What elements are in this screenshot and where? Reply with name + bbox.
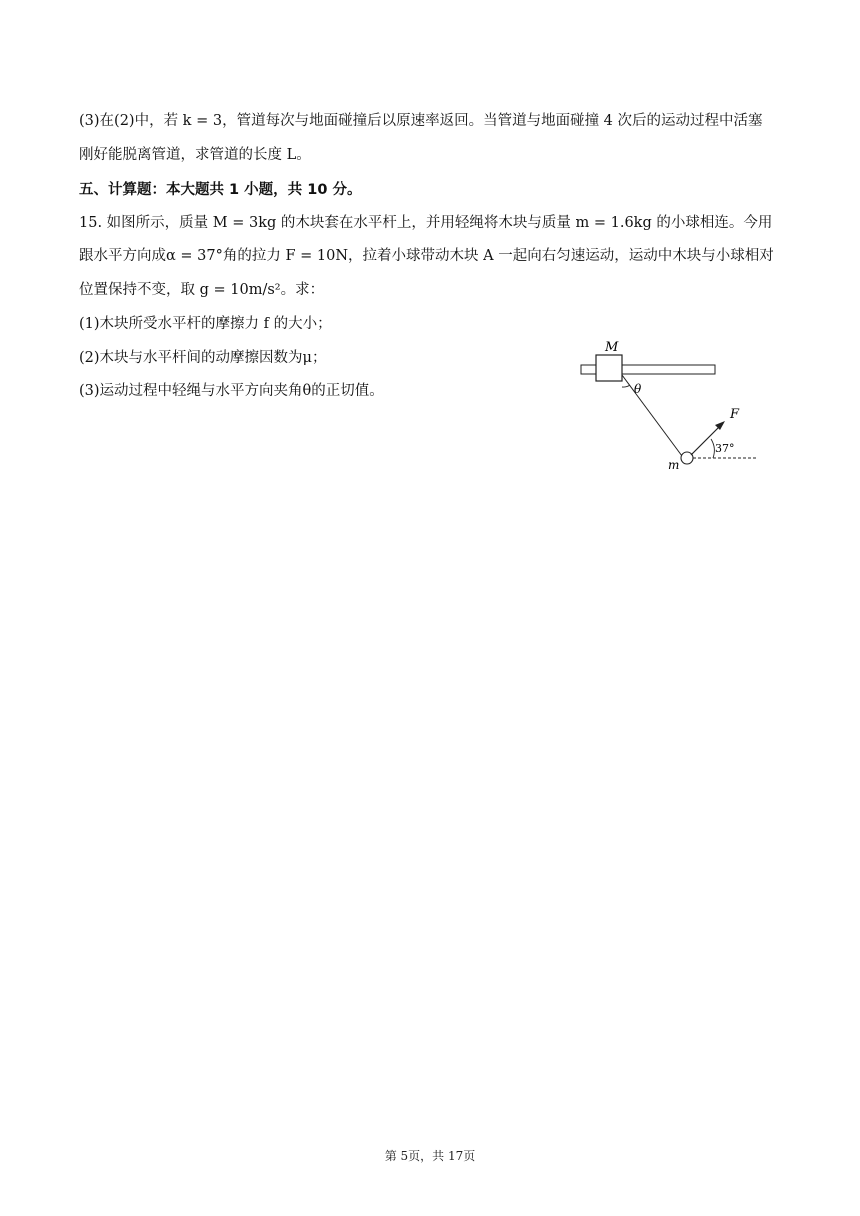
rope: [622, 375, 682, 456]
page-footer: 第 5页，共 17页: [384, 1149, 476, 1163]
label-m: m: [668, 458, 680, 472]
theta-arc: [622, 385, 630, 387]
question-3: (3)运动过程中轻绳与水平方向夹角θ的正切值。: [79, 383, 384, 399]
label-F: F: [730, 407, 740, 422]
problem-3-line-2: 刚好能脱离管道，求管道的长度 L。: [79, 147, 311, 163]
ball-m: [681, 452, 693, 464]
angle-arc: [711, 439, 714, 458]
force-arrow-head: [715, 421, 725, 430]
label-M: M: [605, 340, 619, 355]
problem-15-line-2: 跟水平方向成α = 37°角的拉力 F = 10N，拉着小球带动木块 A 一起向右匀速运动，运动中木块与小球相对: [79, 248, 774, 264]
problem-15-line-3: 位置保持不变，取 g = 10m/s²。求：: [79, 282, 325, 298]
label-37-degrees: 37°: [715, 442, 735, 455]
section-heading: 五、计算题：本大题共 1 小题，共 10 分。: [79, 182, 362, 198]
physics-diagram: [570, 335, 770, 475]
label-theta: θ: [634, 382, 642, 396]
question-2: (2)木块与水平杆间的动摩擦因数为μ；: [79, 350, 327, 366]
problem-3-line-1: (3)在(2)中，若 k = 3，管道每次与地面碰撞后以原速率返回。当管道与地面碰撞 4 次后的运动过程中活塞: [79, 113, 763, 129]
question-1: (1)木块所受水平杆的摩擦力 f 的大小；: [79, 316, 332, 332]
problem-15-line-1: 15. 如图所示，质量 M = 3kg 的木块套在水平杆上，并用轻绳将木块与质量 m = 1.6kg 的小球相连。今用: [79, 215, 773, 231]
block-M: [596, 355, 622, 381]
